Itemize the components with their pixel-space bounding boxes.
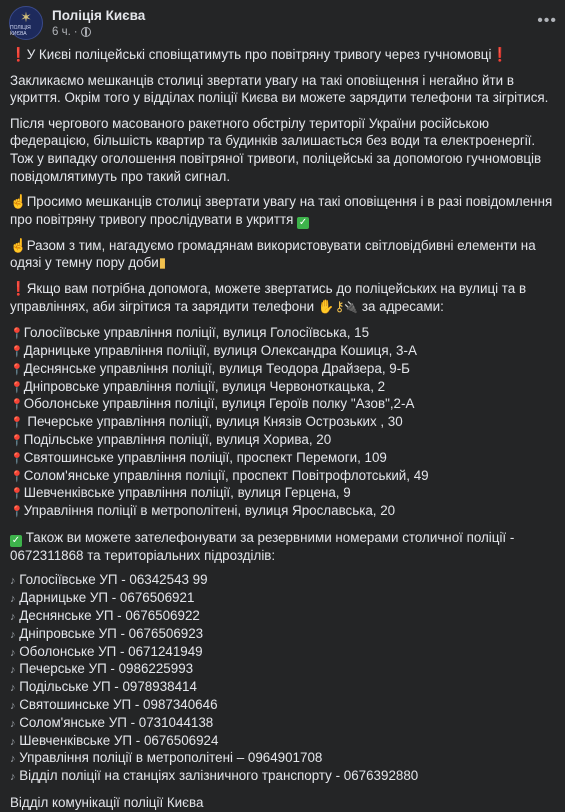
list-item: ♪ Оболонське УП - 0671241949 bbox=[10, 643, 203, 659]
musical-note-icon: ♪ bbox=[10, 611, 16, 624]
green-check-icon: ✓ bbox=[11, 534, 21, 546]
list-item: 📍Управління поліції в метрополітені, вулиця Ярославська, 20 bbox=[10, 503, 396, 519]
red-exclamation-icon: ❗ bbox=[491, 47, 509, 62]
round-pushpin-icon: 📍 bbox=[10, 399, 24, 412]
red-exclamation-icon: ❗ bbox=[10, 280, 27, 296]
round-pushpin-icon: 📍 bbox=[10, 328, 24, 341]
page-name-link[interactable]: Поліція Києва bbox=[52, 8, 146, 23]
musical-note-icon: ♪ bbox=[10, 646, 16, 659]
paragraph-1: Закликаємо мешканців столиці звертати увагу на такі оповіщення і негайно йти в укриття. Окрім того у відділах поліції Києва ви можете зарядити телефони та зігрітися. bbox=[10, 72, 549, 106]
list-item: 📍Шевченківське управління поліції, вулиця Герцена, 9 bbox=[10, 485, 351, 501]
musical-note-icon: ♪ bbox=[10, 700, 16, 713]
list-item: ♪ Солом'янське УП - 0731044138 bbox=[10, 714, 214, 730]
round-pushpin-icon: 📍 bbox=[10, 470, 24, 483]
address-list bbox=[10, 325, 558, 521]
list-item: ♪ Дніпровське УП - 0676506923 bbox=[10, 625, 204, 641]
paragraph-5: ❗Якщо вам потрібна допомога, можете звертатись до поліцейських на вулиці та в управліннях, аби зігрітися та зарядити телефони ✋⚷🔌 за адресами: bbox=[10, 280, 527, 314]
list-item: 📍Дніпровське управління поліції, вулиця Червоноткацька, 2 bbox=[10, 378, 386, 394]
avatar[interactable] bbox=[9, 6, 43, 40]
police-star-icon: ✶ bbox=[20, 8, 32, 25]
post-header bbox=[9, 6, 559, 40]
key-icon: ⚷ bbox=[334, 298, 345, 314]
round-pushpin-icon: 📍 bbox=[10, 488, 24, 501]
round-pushpin-icon: 📍 bbox=[10, 452, 24, 465]
paragraph-3: ☝Просимо мешканців столиці звертати увагу на такі оповіщення і в разі повідомлення про повітряну тривогу прослідувати в укриття ✓ bbox=[10, 194, 553, 228]
list-item: ♪ Голосіївське УП - 06342543 99 bbox=[10, 572, 208, 588]
plug-icon: 🔌 bbox=[344, 301, 359, 314]
point-up-hand-icon: ☝ bbox=[10, 194, 27, 210]
musical-note-icon: ♪ bbox=[10, 753, 16, 766]
list-item: 📍Святошинське управління поліції, проспект Перемоги, 109 bbox=[10, 449, 387, 465]
round-pushpin-icon: 📍 bbox=[10, 363, 24, 376]
list-item: 📍Оболонське управління поліції, вулиця Героїв полку "Азов",2-А bbox=[10, 396, 415, 412]
musical-note-icon: ♪ bbox=[10, 735, 16, 748]
paragraph-6: ✓ Також ви можете зателефонувати за резервними номерами столичної поліції - 0672311868 та територіальних підрозділів: bbox=[10, 529, 515, 563]
musical-note-icon: ♪ bbox=[10, 717, 16, 730]
list-item: ♪ Відділ поліції на станціях залізничного транспорту - 0676392880 bbox=[10, 768, 419, 784]
musical-note-icon: ♪ bbox=[10, 593, 16, 606]
paragraph-2: Після чергового масованого ракетного обстрілу території України російською федерацією, більшість квартир та будинків залишається без води та електроенергії. Тож у випадку оголошення повітряної тривоги, поліцейські за допомогою гучномовців повідомлятимуть про такий сигнал. bbox=[10, 115, 542, 184]
post-meta bbox=[52, 26, 91, 38]
list-item: 📍Голосіївське управління поліції, вулиця Голосіївська, 15 bbox=[10, 325, 370, 341]
list-item: ♪ Подільське УП - 0978938414 bbox=[10, 679, 197, 695]
avatar-text: ПОЛІЦІЯ КИЄВА bbox=[10, 24, 31, 37]
paragraph-4: ☝Разом з тим, нагадуємо громадянам використовувати світловідбивні елементи на одязі у темну пору доби▮ bbox=[10, 237, 536, 271]
list-item: ♪ Святошинське УП - 0987340646 bbox=[10, 697, 218, 713]
list-item: 📍Подільське управління поліції, вулиця Хорива, 20 bbox=[10, 431, 332, 447]
post-body bbox=[10, 46, 558, 812]
list-item: ♪ Дарницьке УП - 0676506921 bbox=[10, 590, 195, 606]
musical-note-icon: ♪ bbox=[10, 628, 16, 641]
list-item: 📍Дарницьке управління поліції, вулиця Олександра Кошиця, 3-А bbox=[10, 342, 417, 358]
green-check-icon: ✓ bbox=[298, 216, 308, 228]
list-item: ♪ Управління поліції в метрополітені – 0964901708 bbox=[10, 750, 323, 766]
phone-list bbox=[10, 572, 558, 786]
vest-icon: ▮ bbox=[158, 255, 167, 271]
signature: Відділ комунікації поліції Києва bbox=[10, 795, 204, 811]
point-up-hand-icon: ☝ bbox=[10, 237, 27, 253]
headline: ❗У Києві поліцейські сповіщатимуть про повітряну тривогу через гучномовці❗ bbox=[10, 47, 509, 62]
red-exclamation-icon: ❗ bbox=[10, 47, 27, 62]
musical-note-icon: ♪ bbox=[10, 575, 16, 588]
round-pushpin-icon: 📍 bbox=[10, 381, 24, 394]
list-item: ♪ Шевченківське УП - 0676506924 bbox=[10, 732, 219, 748]
globe-icon bbox=[81, 27, 91, 37]
meta-separator: · bbox=[73, 26, 78, 38]
round-pushpin-icon: 📍 bbox=[10, 506, 24, 519]
list-item: 📍Солом'янське управління поліції, проспект Повітрофлотський, 49 bbox=[10, 467, 429, 483]
list-item: 📍Деснянське управління поліції, вулиця Теодора Драйзера, 9-Б bbox=[10, 360, 410, 376]
hands-icon: ✋ bbox=[317, 298, 335, 314]
list-item: ♪ Деснянське УП - 0676506922 bbox=[10, 608, 200, 624]
musical-note-icon: ♪ bbox=[10, 771, 16, 784]
musical-note-icon: ♪ bbox=[10, 682, 16, 695]
list-item: ♪ Печерське УП - 0986225993 bbox=[10, 661, 194, 677]
post-time[interactable]: 6 ч. bbox=[52, 26, 71, 38]
list-item: 📍 Печерське управління поліції, вулиця Князів Острозьких , 30 bbox=[10, 414, 403, 430]
more-options-icon[interactable]: ••• bbox=[537, 12, 557, 29]
round-pushpin-icon: 📍 bbox=[10, 417, 24, 430]
round-pushpin-icon: 📍 bbox=[10, 434, 24, 447]
musical-note-icon: ♪ bbox=[10, 664, 16, 677]
round-pushpin-icon: 📍 bbox=[10, 345, 24, 358]
